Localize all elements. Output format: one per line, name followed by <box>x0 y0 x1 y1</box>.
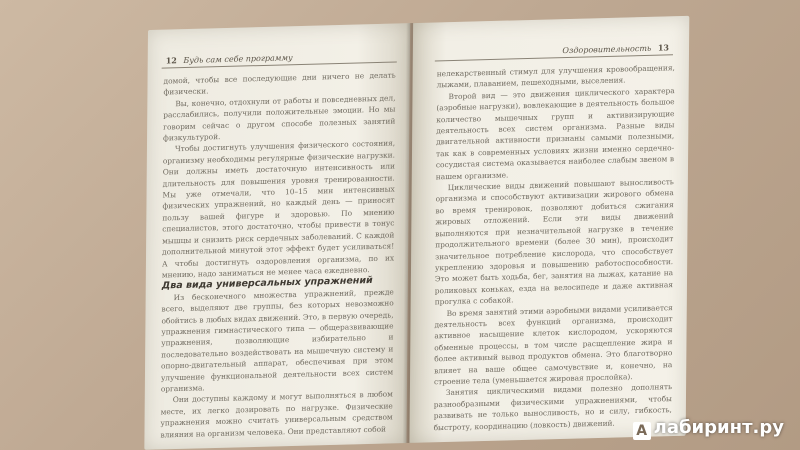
left-page-running-title: Будь сам себе программу <box>183 53 293 66</box>
paragraph: Второй вид — это движения циклического характера (аэробные нагрузки), вовлекающие в деятельность большое количество мышечных групп и активизирующие деятельность всех систем организма. Разные виды двигательной активности признаны самыми полезными, так как в современных условиях жизни именно сердечно-сосудистая система оказывается наиболее слабым звеном в нашем организме. <box>435 85 675 182</box>
right-page-header <box>435 42 673 61</box>
paragraph: нелекарственный стимул для улучшения кровообращения, лыжами, плаванием, пешеходными, выселения. <box>436 63 675 90</box>
labirint-logo-icon: A <box>633 422 651 440</box>
right-page-running-title: Оздоровительность <box>562 43 652 56</box>
paragraph: Циклические виды движений повышают выносливость организма и способствуют активизации жирового обмена во время тренировок, позволяют добиться сжигания жировых отложений. Если эти виды движений выполняются при незначительной нагрузке в течение продолжительного времени (более 30 мин), происходит значительное потребление кислорода, что способствует укреплению здоровья и повышению работоспособности. Это может быть ходьба, бег, занятия на лыжах, катание на роликовых коньках, езда на велосипеде и даже активная прогулка с собакой. <box>434 177 674 307</box>
labirint-watermark <box>633 417 784 440</box>
left-page-number: 12 <box>165 55 177 66</box>
paragraph: Вы, конечно, отдохнули от работы и повседневных дел, расслабились, получили положительные эмоции. Но мы говорим сейчас о другом способе полезных занятий физкультурой. <box>163 93 396 143</box>
open-book <box>144 16 693 450</box>
section-title: Два вида универсальных упражнений <box>161 275 373 292</box>
left-page-text <box>160 69 395 440</box>
paragraph: Они доступны каждому и могут выполняться в любом месте, их легко дозировать по нагрузке. Физические упражнения можно считать универсальным средством влияния на организм человека. Они представляют собой <box>160 389 393 440</box>
right-page <box>409 16 689 443</box>
paragraph: Чтобы достигнуть улучшения физического состояния, организму необходимы регулярные физические нагрузки. Они должны иметь достаточную интенсивность или длительность для повышения уровня тренированности. Мы уже отмечали, что 10–15 мин интенсивных физических упражнений, но каждый день — приносят пользу вашей фигуре и здоровью. По мнению специалистов, этого достаточно, чтобы привести в тонус мышцы и снизить риск сердечных заболеваний. С каждой дополнительной минутой этот эффект будет усиливаться! А чтобы достигнуть оздоровления организма, по их мнению, надо заниматься не менее часа ежедневно. <box>161 138 396 280</box>
paragraph: Во время занятий этими аэробными видами усиливается деятельность всех функций организма, происходит активное насыщение клеток кислородом, ускоряются обменные процессы, в том числе расщепление жира и более активный вывод продуктов обмена. Это благотворно влияет на ваше общее самочувствие и, конечно, на строение тела (уменьшается жировая прослойка). <box>433 302 673 387</box>
right-page-number: 13 <box>657 42 670 53</box>
left-page-header <box>162 49 397 68</box>
paragraph: Из бесконечного множества упражнений, прежде всего, выделяют две группы, без которых невозможно обойтись в любых видах движений. Это, в первую очередь, упражнения гимнастического типа — общеразвивающие упражнения, позволяющие избирательно и последовательно воздействовать на мышечную систему и опорно-двигательный аппарат, обеспечивая при этом улучшение функциональной деятельности всех систем организма. <box>160 287 394 394</box>
paragraph: Занятия циклическими видами полезно дополнять разнообразными физическими упражнениями, чтобы развивать не только выносливость, но и силу, гибкость, быстроту, координацию (ловкость) движений. <box>433 382 673 432</box>
paragraph: домой, чтобы все последующие дни ничего не делать физически. <box>163 70 396 97</box>
left-page <box>144 23 410 450</box>
watermark-text: лабиринт.ру <box>653 417 784 438</box>
right-page-text <box>434 62 675 433</box>
